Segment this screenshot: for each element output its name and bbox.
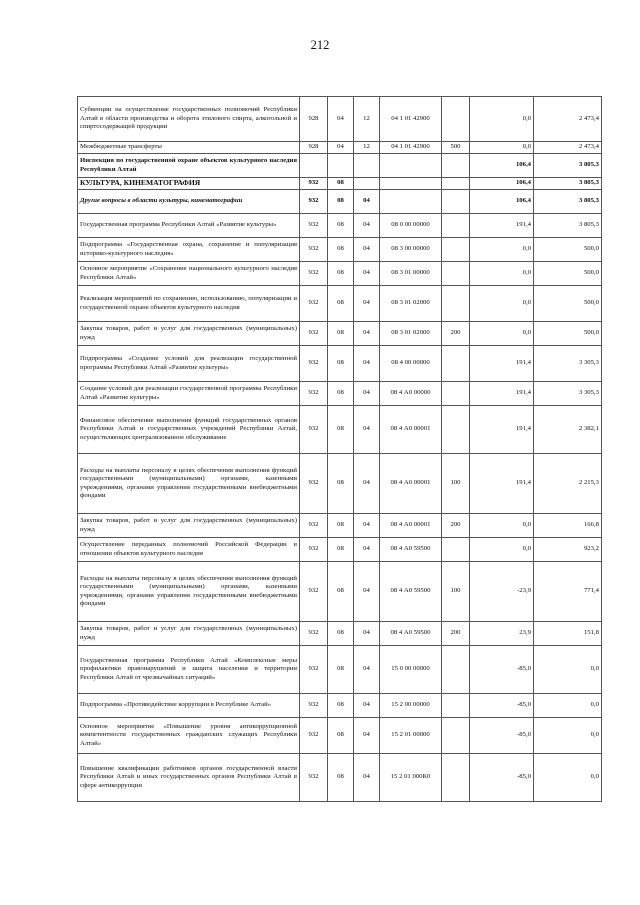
row-name: Государственная программа Республики Алтай «Развитие культуры»: [78, 214, 300, 238]
row-pr: 04: [354, 622, 380, 646]
row-sum-change: 191,4: [470, 346, 534, 382]
row-sum-change: 0,0: [470, 286, 534, 322]
row-rz: 04: [328, 97, 354, 142]
row-pr: 04: [354, 346, 380, 382]
table-row: [78, 562, 602, 622]
row-csr: 08 4 А0 59500: [380, 538, 442, 562]
row-gr: 932: [300, 262, 328, 286]
row-sum-total: 0,0: [534, 754, 602, 802]
row-name: Финансовое обеспечение выполнения функций государственных органов Республики Алтай и государственных учреждений Республики Алтай, осуществляющих централизованное обслуживание: [78, 406, 300, 454]
row-csr: 15 2 01 000К0: [380, 754, 442, 802]
row-pr: [354, 178, 380, 190]
row-csr: 08 4 А0 00000: [380, 382, 442, 406]
row-vr: [442, 538, 470, 562]
row-vr: [442, 754, 470, 802]
row-csr: [380, 154, 442, 178]
row-sum-total: 500,0: [534, 238, 602, 262]
row-vr: [442, 154, 470, 178]
table-row: [78, 382, 602, 406]
row-vr: [442, 190, 470, 214]
row-rz: [328, 154, 354, 178]
row-name: Расходы на выплаты персоналу в целях обеспечения выполнения функций государственными (муниципальными) органами, казенными учреждениями, органами управления государственными внебюджетными фондами: [78, 562, 300, 622]
table-row: [78, 754, 602, 802]
table-row: [78, 694, 602, 718]
row-gr: 932: [300, 214, 328, 238]
table-row: [78, 514, 602, 538]
row-rz: 08: [328, 754, 354, 802]
row-sum-change: 191,4: [470, 382, 534, 406]
row-rz: 08: [328, 562, 354, 622]
row-csr: 08 3 00 00000: [380, 238, 442, 262]
row-sum-total: 2 473,4: [534, 97, 602, 142]
row-name: Закупка товаров, работ и услуг для государственных (муниципальных) нужд: [78, 622, 300, 646]
row-rz: 04: [328, 142, 354, 154]
row-sum-change: 191,4: [470, 214, 534, 238]
row-csr: 08 3 01 02000: [380, 322, 442, 346]
row-gr: 932: [300, 382, 328, 406]
row-rz: 08: [328, 322, 354, 346]
row-rz: 08: [328, 346, 354, 382]
row-sum-total: 0,0: [534, 718, 602, 754]
row-gr: 928: [300, 142, 328, 154]
row-csr: 08 4 00 00000: [380, 346, 442, 382]
row-sum-total: 3 305,3: [534, 382, 602, 406]
row-name: Инспекция по государственной охране объектов культурного наследия Республики Алтай: [78, 154, 300, 178]
row-name: Осуществление переданных полномочий Российской Федерации в отношении объектов культурного наследия: [78, 538, 300, 562]
row-gr: 932: [300, 322, 328, 346]
row-name: Основное мероприятие «Сохранение национального культурного наследия Республики Алтай»: [78, 262, 300, 286]
row-gr: 932: [300, 538, 328, 562]
row-name: Межбюджетные трансферты: [78, 142, 300, 154]
row-rz: 08: [328, 622, 354, 646]
row-rz: 08: [328, 514, 354, 538]
row-csr: 08 3 01 02000: [380, 286, 442, 322]
row-vr: [442, 346, 470, 382]
row-sum-total: 500,0: [534, 262, 602, 286]
row-sum-total: 3 805,3: [534, 190, 602, 214]
row-name: Подпрограмма «Создание условий для реализации государственной программы Республики Алтай «Развитие культуры»: [78, 346, 300, 382]
row-sum-total: 500,0: [534, 322, 602, 346]
row-pr: 04: [354, 454, 380, 514]
row-vr: [442, 646, 470, 694]
row-rz: 08: [328, 262, 354, 286]
row-rz: 08: [328, 406, 354, 454]
row-gr: 932: [300, 514, 328, 538]
row-pr: [354, 154, 380, 178]
row-sum-change: 191,4: [470, 454, 534, 514]
row-rz: 08: [328, 538, 354, 562]
row-gr: 932: [300, 646, 328, 694]
row-sum-change: 191,4: [470, 406, 534, 454]
row-sum-total: 923,2: [534, 538, 602, 562]
row-gr: [300, 154, 328, 178]
row-gr: 932: [300, 190, 328, 214]
row-vr: [442, 178, 470, 190]
row-rz: 08: [328, 382, 354, 406]
row-name: Создание условий для реализации государственной программы Республики Алтай «Развитие культуры»: [78, 382, 300, 406]
row-rz: 08: [328, 214, 354, 238]
row-sum-change: -85,0: [470, 694, 534, 718]
table-row: [78, 142, 602, 154]
row-pr: 04: [354, 286, 380, 322]
row-sum-change: 0,0: [470, 238, 534, 262]
row-vr: [442, 238, 470, 262]
row-rz: 08: [328, 718, 354, 754]
row-csr: 08 4 А0 00001: [380, 514, 442, 538]
row-csr: 15 2 00 00000: [380, 694, 442, 718]
row-gr: 932: [300, 454, 328, 514]
table-row: [78, 97, 602, 142]
table-row: [78, 538, 602, 562]
row-sum-total: 2 473,4: [534, 142, 602, 154]
row-sum-change: 0,0: [470, 538, 534, 562]
row-sum-change: -23,9: [470, 562, 534, 622]
row-name: Основное мероприятие «Повышение уровня антикоррупционной компетентности государственных гражданских служащих Республики Алтай»: [78, 718, 300, 754]
row-name: Реализация мероприятий по сохранению, использованию, популяризации и государственной охране объектов культурного наследия: [78, 286, 300, 322]
row-vr: [442, 286, 470, 322]
row-sum-change: 106,4: [470, 190, 534, 214]
table-row: [78, 238, 602, 262]
row-name: КУЛЬТУРА, КИНЕМАТОГРАФИЯ: [78, 178, 300, 190]
row-pr: 04: [354, 262, 380, 286]
row-gr: 932: [300, 754, 328, 802]
row-sum-total: 2 215,3: [534, 454, 602, 514]
row-name: Подпрограмма «Противодействие коррупции в Республике Алтай»: [78, 694, 300, 718]
table-row: [78, 346, 602, 382]
row-vr: [442, 214, 470, 238]
row-pr: 04: [354, 238, 380, 262]
row-gr: 932: [300, 286, 328, 322]
table-row: [78, 190, 602, 214]
row-pr: 04: [354, 538, 380, 562]
row-vr: 100: [442, 562, 470, 622]
row-sum-total: 3 305,3: [534, 346, 602, 382]
row-vr: [442, 97, 470, 142]
row-sum-change: -85,0: [470, 754, 534, 802]
row-pr: 04: [354, 214, 380, 238]
row-sum-total: 3 805,3: [534, 178, 602, 190]
row-rz: 08: [328, 646, 354, 694]
row-sum-total: 3 805,3: [534, 154, 602, 178]
row-rz: 08: [328, 694, 354, 718]
row-gr: 932: [300, 178, 328, 190]
row-csr: 08 4 А0 00001: [380, 406, 442, 454]
table-row: [78, 622, 602, 646]
row-sum-change: -85,0: [470, 718, 534, 754]
table-row: [78, 262, 602, 286]
table-row: [78, 178, 602, 190]
row-sum-total: 2 382,1: [534, 406, 602, 454]
row-csr: 04 1 01 42900: [380, 97, 442, 142]
row-gr: 932: [300, 238, 328, 262]
row-sum-change: 0,0: [470, 514, 534, 538]
row-pr: 04: [354, 694, 380, 718]
row-sum-change: 0,0: [470, 262, 534, 286]
row-csr: 15 0 00 00000: [380, 646, 442, 694]
row-pr: 04: [354, 646, 380, 694]
row-vr: 200: [442, 514, 470, 538]
row-rz: 08: [328, 190, 354, 214]
row-vr: [442, 262, 470, 286]
row-name: Закупка товаров, работ и услуг для государственных (муниципальных) нужд: [78, 322, 300, 346]
row-csr: 08 0 00 00000: [380, 214, 442, 238]
row-pr: 04: [354, 406, 380, 454]
row-rz: 08: [328, 238, 354, 262]
row-sum-total: 166,8: [534, 514, 602, 538]
row-vr: [442, 718, 470, 754]
row-csr: 15 2 01 00000: [380, 718, 442, 754]
table-row: [78, 718, 602, 754]
row-gr: 932: [300, 694, 328, 718]
row-sum-change: 106,4: [470, 154, 534, 178]
table-row: [78, 286, 602, 322]
table-row: [78, 322, 602, 346]
row-sum-change: 0,0: [470, 97, 534, 142]
table-row: [78, 406, 602, 454]
row-pr: 04: [354, 718, 380, 754]
row-pr: 04: [354, 190, 380, 214]
row-vr: 200: [442, 622, 470, 646]
row-vr: 200: [442, 322, 470, 346]
row-rz: 08: [328, 286, 354, 322]
page-number: 212: [310, 38, 330, 52]
row-sum-total: 3 805,3: [534, 214, 602, 238]
table-row: [78, 214, 602, 238]
row-pr: 12: [354, 97, 380, 142]
row-sum-change: 106,4: [470, 178, 534, 190]
row-name: Субвенции на осуществление государственных полномочий Республики Алтай в области производства и оборота этилового спирта, алкогольной и спиртосодержащей продукции: [78, 97, 300, 142]
row-csr: 04 1 01 42900: [380, 142, 442, 154]
row-sum-change: 23,9: [470, 622, 534, 646]
row-csr: 08 4 А0 00001: [380, 454, 442, 514]
row-sum-total: 151,8: [534, 622, 602, 646]
table-row: [78, 154, 602, 178]
row-sum-total: 500,0: [534, 286, 602, 322]
table-row: [78, 646, 602, 694]
row-gr: 932: [300, 406, 328, 454]
row-vr: [442, 694, 470, 718]
row-pr: 12: [354, 142, 380, 154]
row-gr: 932: [300, 562, 328, 622]
row-name: Закупка товаров, работ и услуг для государственных (муниципальных) нужд: [78, 514, 300, 538]
row-sum-total: 0,0: [534, 646, 602, 694]
row-sum-total: 771,4: [534, 562, 602, 622]
row-sum-change: -85,0: [470, 646, 534, 694]
row-vr: [442, 406, 470, 454]
budget-table: [77, 96, 602, 802]
row-pr: 04: [354, 754, 380, 802]
row-sum-total: 0,0: [534, 694, 602, 718]
row-sum-change: 0,0: [470, 142, 534, 154]
row-gr: 928: [300, 97, 328, 142]
row-rz: 08: [328, 454, 354, 514]
row-vr: 500: [442, 142, 470, 154]
row-name: Государственная программа Республики Алтай «Комплексные меры профилактики правонарушений и защита населения и территории Республики Алтай от чрезвычайных ситуаций»: [78, 646, 300, 694]
row-sum-change: 0,0: [470, 322, 534, 346]
row-csr: 08 3 01 00000: [380, 262, 442, 286]
table-row: [78, 454, 602, 514]
row-gr: 932: [300, 346, 328, 382]
row-pr: 04: [354, 562, 380, 622]
row-vr: [442, 382, 470, 406]
row-csr: [380, 190, 442, 214]
row-rz: 08: [328, 178, 354, 190]
row-pr: 04: [354, 382, 380, 406]
row-vr: 100: [442, 454, 470, 514]
row-pr: 04: [354, 322, 380, 346]
row-name: Расходы на выплаты персоналу в целях обеспечения выполнения функций государственными (муниципальными) органами, казенными учреждениями, органами управления государственными внебюджетными фондами: [78, 454, 300, 514]
row-gr: 932: [300, 718, 328, 754]
row-pr: 04: [354, 514, 380, 538]
row-name: Другие вопросы в области культуры, кинематографии: [78, 190, 300, 214]
row-name: Подпрограмма «Государственная охрана, сохранение и популяризация историко-культурного наследия»: [78, 238, 300, 262]
row-name: Повышение квалификации работников органов государственной власти Республики Алтай и иных государственных органов Республики Алтай в сфере антикоррупции: [78, 754, 300, 802]
row-csr: 08 4 А0 59500: [380, 562, 442, 622]
row-gr: 932: [300, 622, 328, 646]
row-csr: [380, 178, 442, 190]
row-csr: 08 4 А0 59500: [380, 622, 442, 646]
